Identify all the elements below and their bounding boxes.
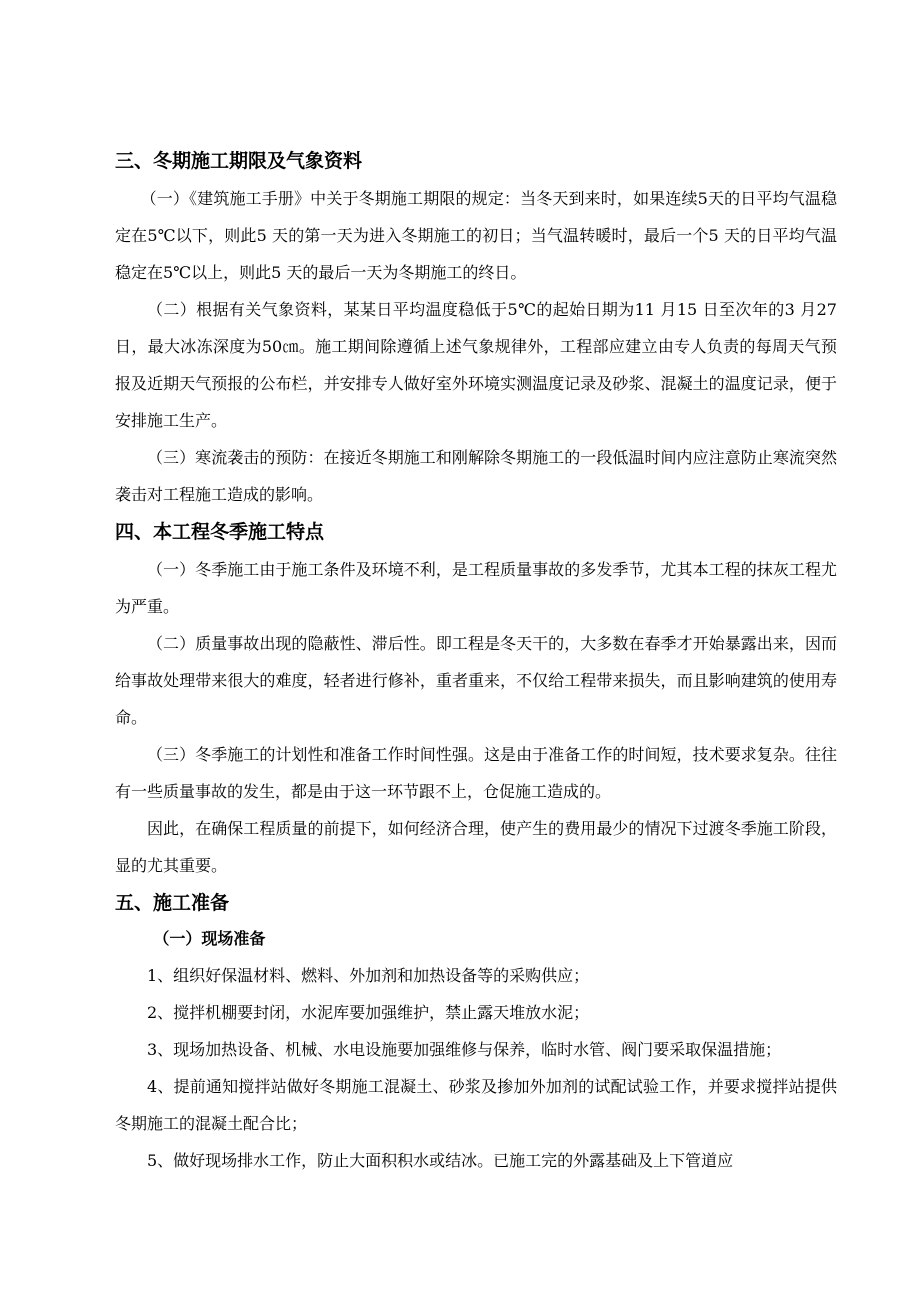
paragraph: 因此，在确保工程质量的前提下，如何经济合理，使产生的费用最少的情况下过渡冬季施工阶段，显的尤其重要。 [115,819,837,875]
list-item: 2、搅拌机棚要封闭，水泥库要加强维护，禁止露天堆放水泥； [147,1003,590,1022]
list-item: 3、现场加热设备、机械、水电设施要加强维修与保养，临时水管、阀门要采取保温措施； [147,1040,782,1059]
paragraph: （三）冬季施工的计划性和准备工作时间性强。这是由于准备工作的时间短，技术要求复杂。往往有一些质量事故的发生，都是由于这一环节跟不上，仓促施工造成的。 [115,745,837,801]
paragraph: （二）根据有关气象资料，某某日平均温度稳低于5℃的起始日期为11 月15 日至次年的3 月27 日，最大冰冻深度为50㎝。施工期间除遵循上述气象规律外，工程部应建立由专人负责的每周天气预报及近期天气预报的公布栏，并安排专人做好室外环境实测温度记录及砂浆、混凝土的温度记录，便于安排施工生产。 [115,300,837,430]
paragraph: （二）质量事故出现的隐蔽性、滞后性。即工程是冬天干的，大多数在春季才开始暴露出来，因而给事故处理带来很大的难度，轻者进行修补，重者重来，不仅给工程带来损失，而且影响建筑的使用寿命。 [115,634,837,727]
paragraph: （一）冬季施工由于施工条件及环境不利，是工程质量事故的多发季节，尤其本工程的抹灰工程尤为严重。 [115,560,837,616]
paragraph: （一）《建筑施工手册》中关于冬期施工期限的规定：当冬天到来时，如果连续5天的日平均气温稳定在5℃以下，则此5 天的第一天为进入冬期施工的初日；当气温转暖时，最后一个5 天的日平均气温稳定在5℃以上，则此5 天的最后一天为冬期施工的终日。 [115,189,837,282]
section-heading-4: 四、本工程冬季施工特点 [115,521,325,543]
list-item: 5、做好现场排水工作，防止大面积积水或结冰。已施工完的外露基础及上下管道应 [147,1151,734,1170]
paragraph: （三）寒流袭击的预防：在接近冬期施工和刚解除冬期施工的一段低温时间内应注意防止寒流突然袭击对工程施工造成的影响。 [115,448,837,504]
section-heading-3: 三、冬期施工期限及气象资料 [115,150,363,172]
section-heading-5: 五、施工准备 [115,892,230,914]
list-item: 1、组织好保温材料、燃料、外加剂和加热设备等的采购供应； [147,966,590,985]
subsection-heading: （一）现场准备 [153,929,266,948]
document-page [115,146,837,1179]
list-item: 4、提前通知搅拌站做好冬期施工混凝土、砂浆及掺加外加剂的试配试验工作，并要求搅拌站提供冬期施工的混凝土配合比； [115,1077,837,1133]
